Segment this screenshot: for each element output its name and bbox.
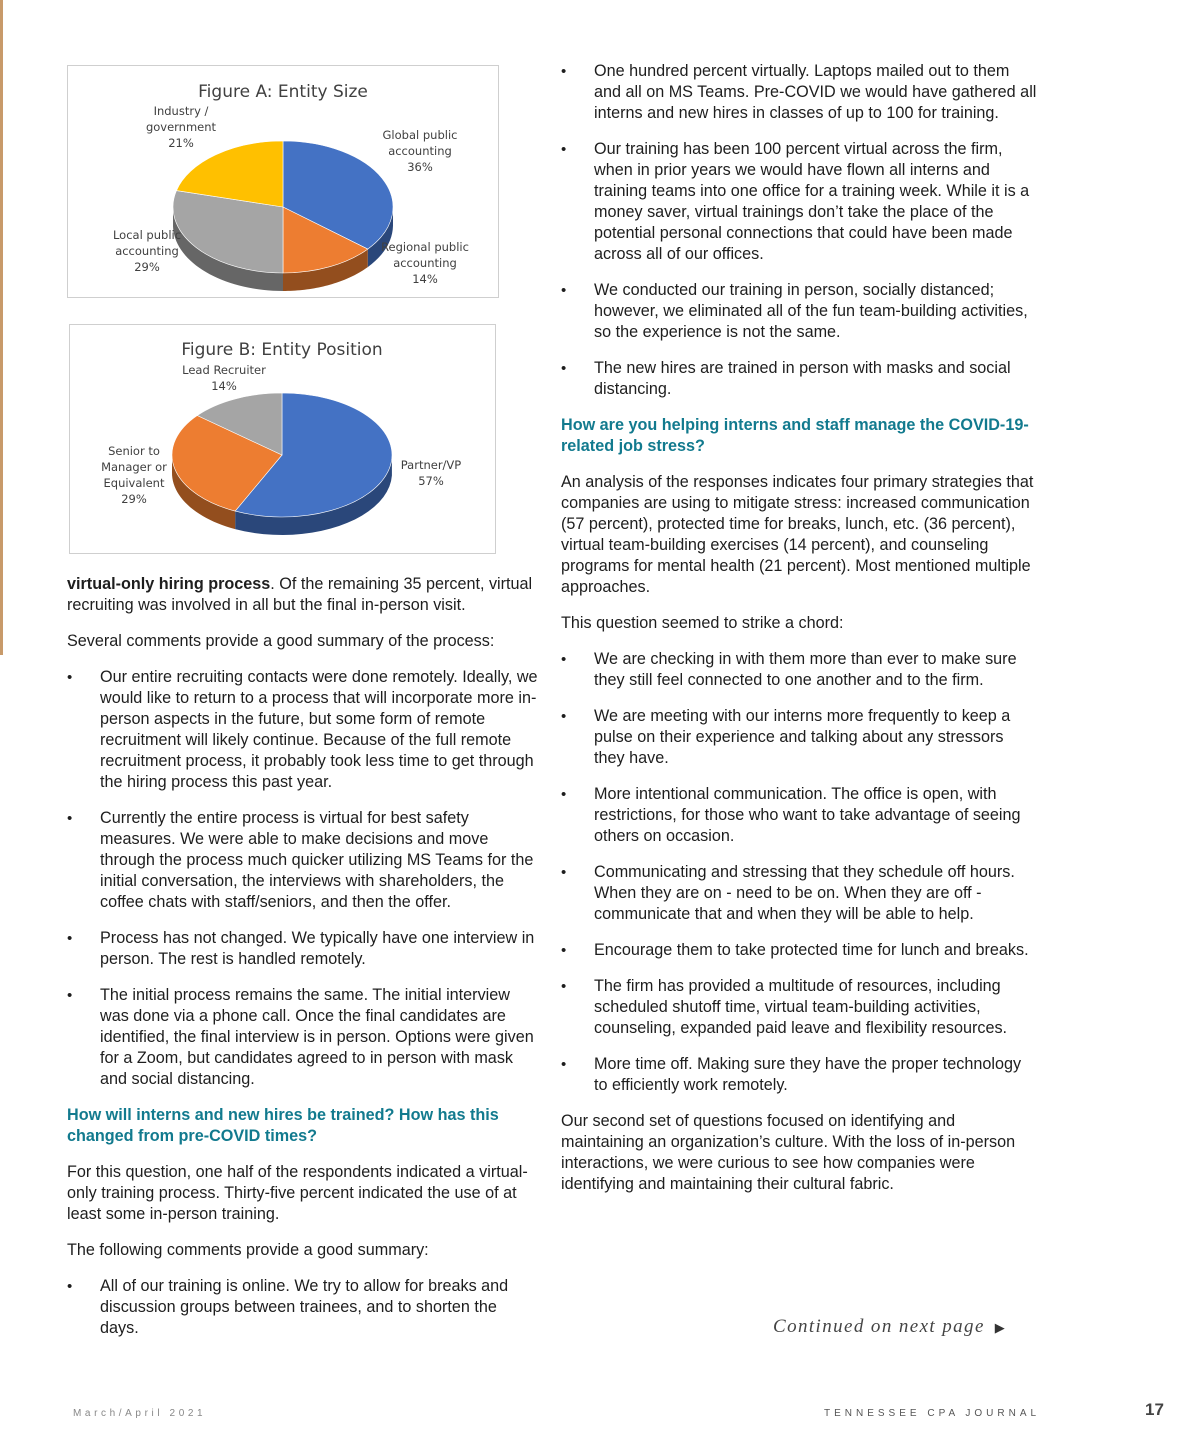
list-item: • We conducted our training in person, socially distanced; however, we eliminated all of the fun team-building activities, so the experience is not the same. [561, 280, 1037, 343]
pie-label: Equivalent [103, 476, 165, 490]
training-summary-intro: The following comments provide a good summary: [67, 1241, 429, 1259]
stress-intro: This question seemed to strike a chord: [561, 614, 844, 632]
pie-label: 29% [121, 492, 147, 506]
culture-paragraph: Our second set of questions focused on identifying and maintaining an organization’s culture. With the loss of in-person interactions, we were curious to see how companies were identifying and maintaining their cultural fabric. [561, 1112, 1016, 1193]
list-item: • The initial process remains the same. The initial interview was done via a phone call. Once the final candidates are identified, the final interview is in person. Options were given for a Zoom, but candidates agreed to in person with mask and social distancing. [67, 985, 539, 1090]
training-comments-list-continued [561, 61, 1037, 400]
pie-label: Global public [382, 128, 458, 142]
pie-label: 29% [134, 260, 160, 274]
pie-label: 14% [412, 272, 438, 286]
pie-label: 36% [407, 160, 433, 174]
page-edge-stripe [0, 0, 3, 655]
stress-question-heading: How are you helping interns and staff manage the COVID-19-related job stress? [561, 416, 1029, 455]
list-item: • One hundred percent virtually. Laptops mailed out to them and all on MS Teams. Pre-COVID we would have gathered all interns and new hires in classes of up to 100 for training. [561, 61, 1037, 124]
training-paragraph: For this question, one half of the respondents indicated a virtual-only training process. Thirty-five percent indicated the use of at least some in-person training. [67, 1163, 528, 1223]
footer-journal-name: TENNESSEE CPA JOURNAL [824, 1408, 1041, 1419]
list-item: • Communicating and stressing that they schedule off hours. When they are on - need to be on. When they are off - communicate that and when they will be able to help. [561, 862, 1037, 925]
page-number: 17 [1145, 1400, 1164, 1419]
pie-label: accounting [115, 244, 179, 258]
list-item: • The new hires are trained in person with masks and social distancing. [561, 358, 1037, 400]
list-item: • More time off. Making sure they have the proper technology to efficiently work remotely. [561, 1054, 1037, 1096]
list-item: • Currently the entire process is virtual for best safety measures. We were able to make decisions and move through the process much quicker utilizing MS Teams for the initial conversation, the interviews with shareholders, the coffee chats with staff/seniors, and then the offer. [67, 808, 539, 913]
pie-label: Regional public [381, 240, 469, 254]
figure-b-chart [70, 325, 495, 553]
intro-rest: . Of the remaining 35 percent, virtual recruiting was involved in all but the final in-person visit. [67, 575, 533, 614]
list-item: • We are checking in with them more than ever to make sure they still feel connected to one another and to the firm. [561, 649, 1037, 691]
recruiting-comments-list [67, 667, 539, 1090]
intro-paragraph [67, 574, 539, 616]
list-item: • Process has not changed. We typically have one interview in person. The rest is handled remotely. [67, 928, 539, 970]
pie-label: Local public [112, 228, 182, 242]
footer-issue-date: March/April 2021 [73, 1408, 207, 1419]
continued-label: Continued on next page [773, 1316, 985, 1337]
pie-label: Lead Recruiter [182, 363, 266, 377]
list-item: • All of our training is online. We try to allow for breaks and discussion groups between trainees, and to shorten the days. [67, 1276, 539, 1339]
pie-label: Senior to [108, 444, 160, 458]
right-column [561, 61, 1037, 1210]
left-column [67, 574, 539, 1354]
summary-intro: Several comments provide a good summary of the process: [67, 632, 495, 650]
list-item: • Our entire recruiting contacts were done remotely. Ideally, we would like to return to a process that will incorporate more in-person aspects in the future, but some form of remote recruitment will likely continue. Because of the full remote recruitment process, it probably took less time to get through the hiring process this past year. [67, 667, 539, 793]
pie-label: 21% [168, 136, 194, 150]
pie-label: Industry / [153, 104, 209, 118]
list-item: • Encourage them to take protected time for lunch and breaks. [561, 940, 1037, 961]
list-item: • Our training has been 100 percent virtual across the firm, when in prior years we would have flown all interns and training teams into one office for a training week. While it is a money saver, virtual trainings don’t take the place of the potential personal connections that could have been made across all of our offices. [561, 139, 1037, 265]
pie-label: accounting [393, 256, 457, 270]
list-item: • More intentional communication. The office is open, with restrictions, for those who want to take advantage of seeing others on occasion. [561, 784, 1037, 847]
figure-b [69, 324, 496, 554]
list-item: • The firm has provided a multitude of resources, including scheduled shutoff time, virtual team-building activities, counseling, expanded paid leave and flexibility resources. [561, 976, 1037, 1039]
pie-label: 57% [418, 474, 444, 488]
training-comments-list [67, 1276, 539, 1339]
pie-label: Partner/VP [400, 458, 462, 472]
figure-a [67, 65, 499, 298]
intro-bold: virtual-only hiring process [67, 575, 271, 593]
figure-b-title: Figure B: Entity Position [181, 340, 383, 360]
play-arrow-icon: ▶ [994, 1320, 1007, 1335]
stress-comments-list [561, 649, 1037, 1096]
figure-a-title: Figure A: Entity Size [198, 82, 368, 102]
pie-label: 14% [211, 379, 237, 393]
figure-a-chart [68, 66, 498, 297]
pie-label: Manager or [101, 460, 167, 474]
list-item: • We are meeting with our interns more frequently to keep a pulse on their experience and talking about any stressors they have. [561, 706, 1037, 769]
pie-label: accounting [388, 144, 452, 158]
training-question-heading: How will interns and new hires be trained? How has this changed from pre-COVID times? [67, 1106, 499, 1145]
pie-label: government [145, 120, 217, 134]
continued-on-next-page[interactable] [773, 1316, 1006, 1338]
stress-analysis-paragraph: An analysis of the responses indicates four primary strategies that companies are using to mitigate stress: increased communication (57 percent), protected time for breaks, lunch, etc. (36 percent), virtual team-building exercises (14 percent), and counseling programs for mental health (21 percent). Most mentioned multiple approaches. [561, 473, 1034, 596]
